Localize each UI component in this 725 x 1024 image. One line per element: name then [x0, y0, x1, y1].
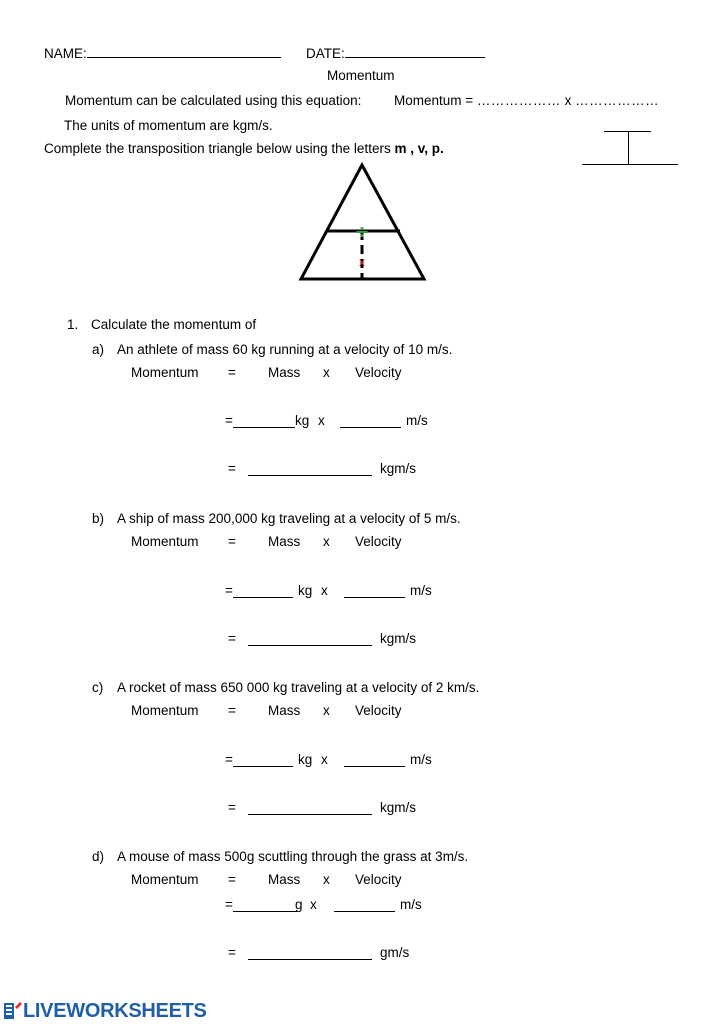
velocity-unit: m/s	[406, 413, 428, 428]
liveworksheets-logo	[4, 999, 207, 1023]
triangle-letters: m , v, p.	[394, 141, 444, 156]
line2-equals: =	[225, 897, 233, 912]
velocity-answer-blank[interactable]	[340, 413, 401, 428]
times-sign: x	[318, 413, 325, 428]
velocity-answer-blank[interactable]	[344, 583, 405, 598]
equation-times: x	[560, 93, 576, 108]
mass-unit: kg	[298, 752, 313, 767]
result-unit: kgm/s	[380, 631, 417, 646]
eq-equals: =	[228, 534, 236, 549]
result-answer-blank[interactable]	[248, 945, 372, 960]
eq-momentum: Momentum	[131, 703, 199, 718]
date-label: DATE:	[306, 46, 345, 61]
result-answer-blank[interactable]	[248, 800, 372, 815]
triangle-instruction	[44, 141, 444, 156]
eq-momentum: Momentum	[131, 534, 199, 549]
question-prompt: Calculate the momentum of	[91, 317, 257, 332]
line3-equals: =	[228, 800, 236, 815]
part-label: c)	[92, 680, 104, 695]
result-unit: kgm/s	[380, 800, 417, 815]
result-answer-blank[interactable]	[248, 461, 372, 476]
eq-mass: Mass	[268, 872, 301, 887]
velocity-unit: m/s	[400, 897, 422, 912]
mass-unit: kg	[298, 583, 313, 598]
velocity-unit: m/s	[410, 583, 432, 598]
line2-equals: =	[225, 752, 233, 767]
question-number: 1.	[67, 317, 79, 332]
mass-answer-blank[interactable]	[233, 752, 293, 767]
mass-unit: g	[295, 897, 303, 912]
eq-velocity: Velocity	[355, 872, 402, 887]
eq-mass: Mass	[268, 365, 301, 380]
velocity-answer-blank[interactable]	[334, 897, 395, 912]
eq-velocity: Velocity	[355, 534, 402, 549]
times-sign: x	[321, 583, 328, 598]
part-label: b)	[92, 511, 105, 526]
eq-equals: =	[228, 703, 236, 718]
eq-mass: Mass	[268, 534, 301, 549]
equation-lhs: Momentum =	[394, 93, 477, 108]
date-field[interactable]	[345, 44, 485, 58]
line3-equals: =	[228, 945, 236, 960]
mass-answer-blank[interactable]	[233, 583, 293, 598]
name-label: NAME:	[44, 46, 87, 61]
line2-equals: =	[225, 583, 233, 598]
eq-mass: Mass	[268, 703, 301, 718]
times-sign: x	[310, 897, 317, 912]
liveworksheets-logo-icon	[4, 1001, 22, 1021]
line3-equals: =	[228, 631, 236, 646]
part-text: A mouse of mass 500g scuttling through the grass at 3m/s.	[117, 849, 469, 864]
name-row	[44, 44, 281, 61]
eq-times: x	[323, 365, 330, 380]
eq-momentum: Momentum	[131, 365, 199, 380]
mass-answer-blank[interactable]	[233, 413, 295, 428]
eq-equals: =	[228, 872, 236, 887]
transposition-triangle	[296, 160, 430, 284]
result-answer-blank[interactable]	[248, 631, 372, 646]
units-text: The units of momentum are kgm/s.	[64, 118, 273, 133]
part-text: An athlete of mass 60 kg running at a velocity of 10 m/s.	[117, 342, 453, 357]
times-sign: x	[321, 752, 328, 767]
result-unit: kgm/s	[380, 461, 417, 476]
line2-equals: =	[225, 413, 233, 428]
part-text: A ship of mass 200,000 kg traveling at a velocity of 5 m/s.	[117, 511, 461, 526]
mass-answer-blank[interactable]	[233, 897, 297, 912]
eq-times: x	[323, 534, 330, 549]
part-text: A rocket of mass 650 000 kg traveling at a velocity of 2 km/s.	[117, 680, 480, 695]
name-field[interactable]	[87, 44, 281, 58]
eq-velocity: Velocity	[355, 365, 402, 380]
eq-momentum: Momentum	[131, 872, 199, 887]
part-label: d)	[92, 849, 105, 864]
equation-line	[394, 93, 659, 108]
velocity-answer-blank[interactable]	[344, 752, 405, 767]
equation-blank-1[interactable]: ………………	[476, 93, 561, 108]
page-title: Momentum	[327, 68, 395, 83]
result-unit: gm/s	[380, 945, 410, 960]
divide-symbol: ÷	[354, 222, 370, 243]
eq-times: x	[323, 703, 330, 718]
line3-equals: =	[228, 461, 236, 476]
eq-times: x	[323, 872, 330, 887]
liveworksheets-logo-text: LIVEWORKSHEETS	[23, 999, 207, 1022]
equation-blank-2[interactable]: ………………	[575, 93, 660, 108]
eq-equals: =	[228, 365, 236, 380]
date-row	[306, 44, 485, 61]
equation-text: Momentum can be calculated using this equation:	[65, 93, 362, 108]
mass-unit: kg	[295, 413, 310, 428]
eq-velocity: Velocity	[355, 703, 402, 718]
part-label: a)	[92, 342, 105, 357]
velocity-unit: m/s	[410, 752, 432, 767]
triangle-instruction-text: Complete the transposition triangle below using the letters	[44, 141, 395, 156]
multiply-symbol: x	[359, 255, 365, 269]
